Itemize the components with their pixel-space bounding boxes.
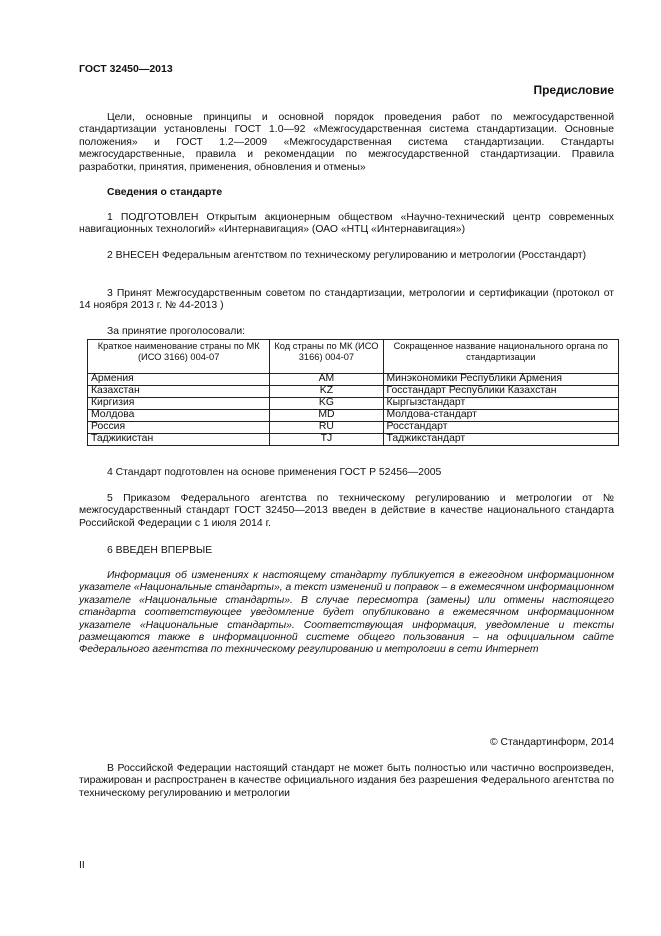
document-id: ГОСТ 32450—2013 [79, 63, 173, 75]
cell-body: Госстандарт Республики Казахстан [383, 386, 618, 398]
cell-body: Росстандарт [383, 422, 618, 434]
cell-body: Таджикстандарт [383, 434, 618, 446]
rights-paragraph: В Российской Федерации настоящий стандарт не может быть полностью или частично воспроизведен, тиражирован и распространен в качестве официального издания без разрешения Федерального агентства по техническому регулированию и метрологии [79, 763, 614, 799]
item-1-paragraph: 1 ПОДГОТОВЛЕН Открытым акционерным обществом «Научно-технический центр современных навигационных технологий» «Интернавигация» (ОАО «НТЦ «Интернавигация») [79, 212, 614, 236]
voting-table [87, 339, 619, 446]
table-row [88, 374, 619, 386]
table-header-row [88, 340, 619, 374]
section-title: Сведения о стандарте [107, 187, 223, 198]
table-row [88, 434, 619, 446]
item-2-paragraph: 2 ВНЕСЕН Федеральным агентством по техническому регулированию и метрологии (Росстандарт) [107, 250, 587, 261]
cell-code: AM [270, 374, 383, 386]
intro-paragraph: Цели, основные принципы и основной порядок проведения работ по межгосударственной стандартизации установлены ГОСТ 1.0—92 «Межгосударственная система стандартизации. Основные положения» и ГОСТ 1.2—2009 «Межгосударственная система стандартизации. Стандарты межгосударственные, правила и рекомендации по межгосударственной стандартизации. Правила разработки, принятия, применения, обновления и отмены» [79, 112, 614, 173]
cell-code: KG [270, 398, 383, 410]
cell-country: Молдова [88, 410, 270, 422]
header-code: Код страны по МК (ИСО 3166) 004-07 [270, 340, 383, 374]
cell-country: Таджикистан [88, 434, 270, 446]
cell-country: Армения [88, 374, 270, 386]
item-5-paragraph: 5 Приказом Федерального агентства по техническому регулированию и метрологии от № межгосударственный стандарт ГОСТ 32450—2013 введен в действие в качестве национального стандарта Российской Федерации с 1 июля 2014 г. [79, 493, 614, 529]
cell-code: TJ [270, 434, 383, 446]
cell-code: MD [270, 410, 383, 422]
copyright: © Стандартинформ, 2014 [489, 737, 614, 748]
page-number: II [79, 860, 85, 871]
cell-country: Киргизия [88, 398, 270, 410]
page-title-wrap [0, 83, 661, 97]
page-title: Предисловие [533, 83, 614, 97]
voted-label: За принятие проголосовали: [107, 326, 246, 337]
table-row [88, 422, 619, 434]
header-country: Краткое наименование страны по МК (ИСО 3166) 004-07 [88, 340, 270, 374]
cell-code: RU [270, 422, 383, 434]
cell-body: Молдова-стандарт [383, 410, 618, 422]
item-6-paragraph: 6 ВВЕДЕН ВПЕРВЫЕ [107, 545, 213, 556]
item-4-paragraph: 4 Стандарт подготовлен на основе применения ГОСТ Р 52456—2005 [107, 467, 442, 478]
cell-country: Казахстан [88, 386, 270, 398]
cell-country: Россия [88, 422, 270, 434]
cell-code: KZ [270, 386, 383, 398]
header-body: Сокращенное название национального органа по стандартизации [383, 340, 618, 374]
table-row [88, 398, 619, 410]
table-row [88, 410, 619, 422]
notice-paragraph: Информация об изменениях к настоящему стандарту публикуется в ежегодном информационном указателе «Национальные стандарты», а текст изменений и поправок – в ежемесячном информационном указателе «Национальные стандарты». В случае пересмотра (замены) или отмены настоящего стандарта соответствующее уведомление будет опубликовано в ежемесячном информационном указателе «Национальные стандарты». Соответствующая информация, уведомление и тексты размещаются также в информационной системе общего пользования – на официальном сайте Федерального агентства по техническому регулированию и метрологии в сети Интернет [79, 570, 614, 656]
item-3-paragraph: 3 Принят Межгосударственным советом по стандартизации, метрологии и сертификации (протокол от 14 ноября 2013 г. № 44-2013 ) [79, 288, 614, 312]
cell-body: Кыргызстандарт [383, 398, 618, 410]
cell-body: Минэкономики Республики Армения [383, 374, 618, 386]
table-row [88, 386, 619, 398]
